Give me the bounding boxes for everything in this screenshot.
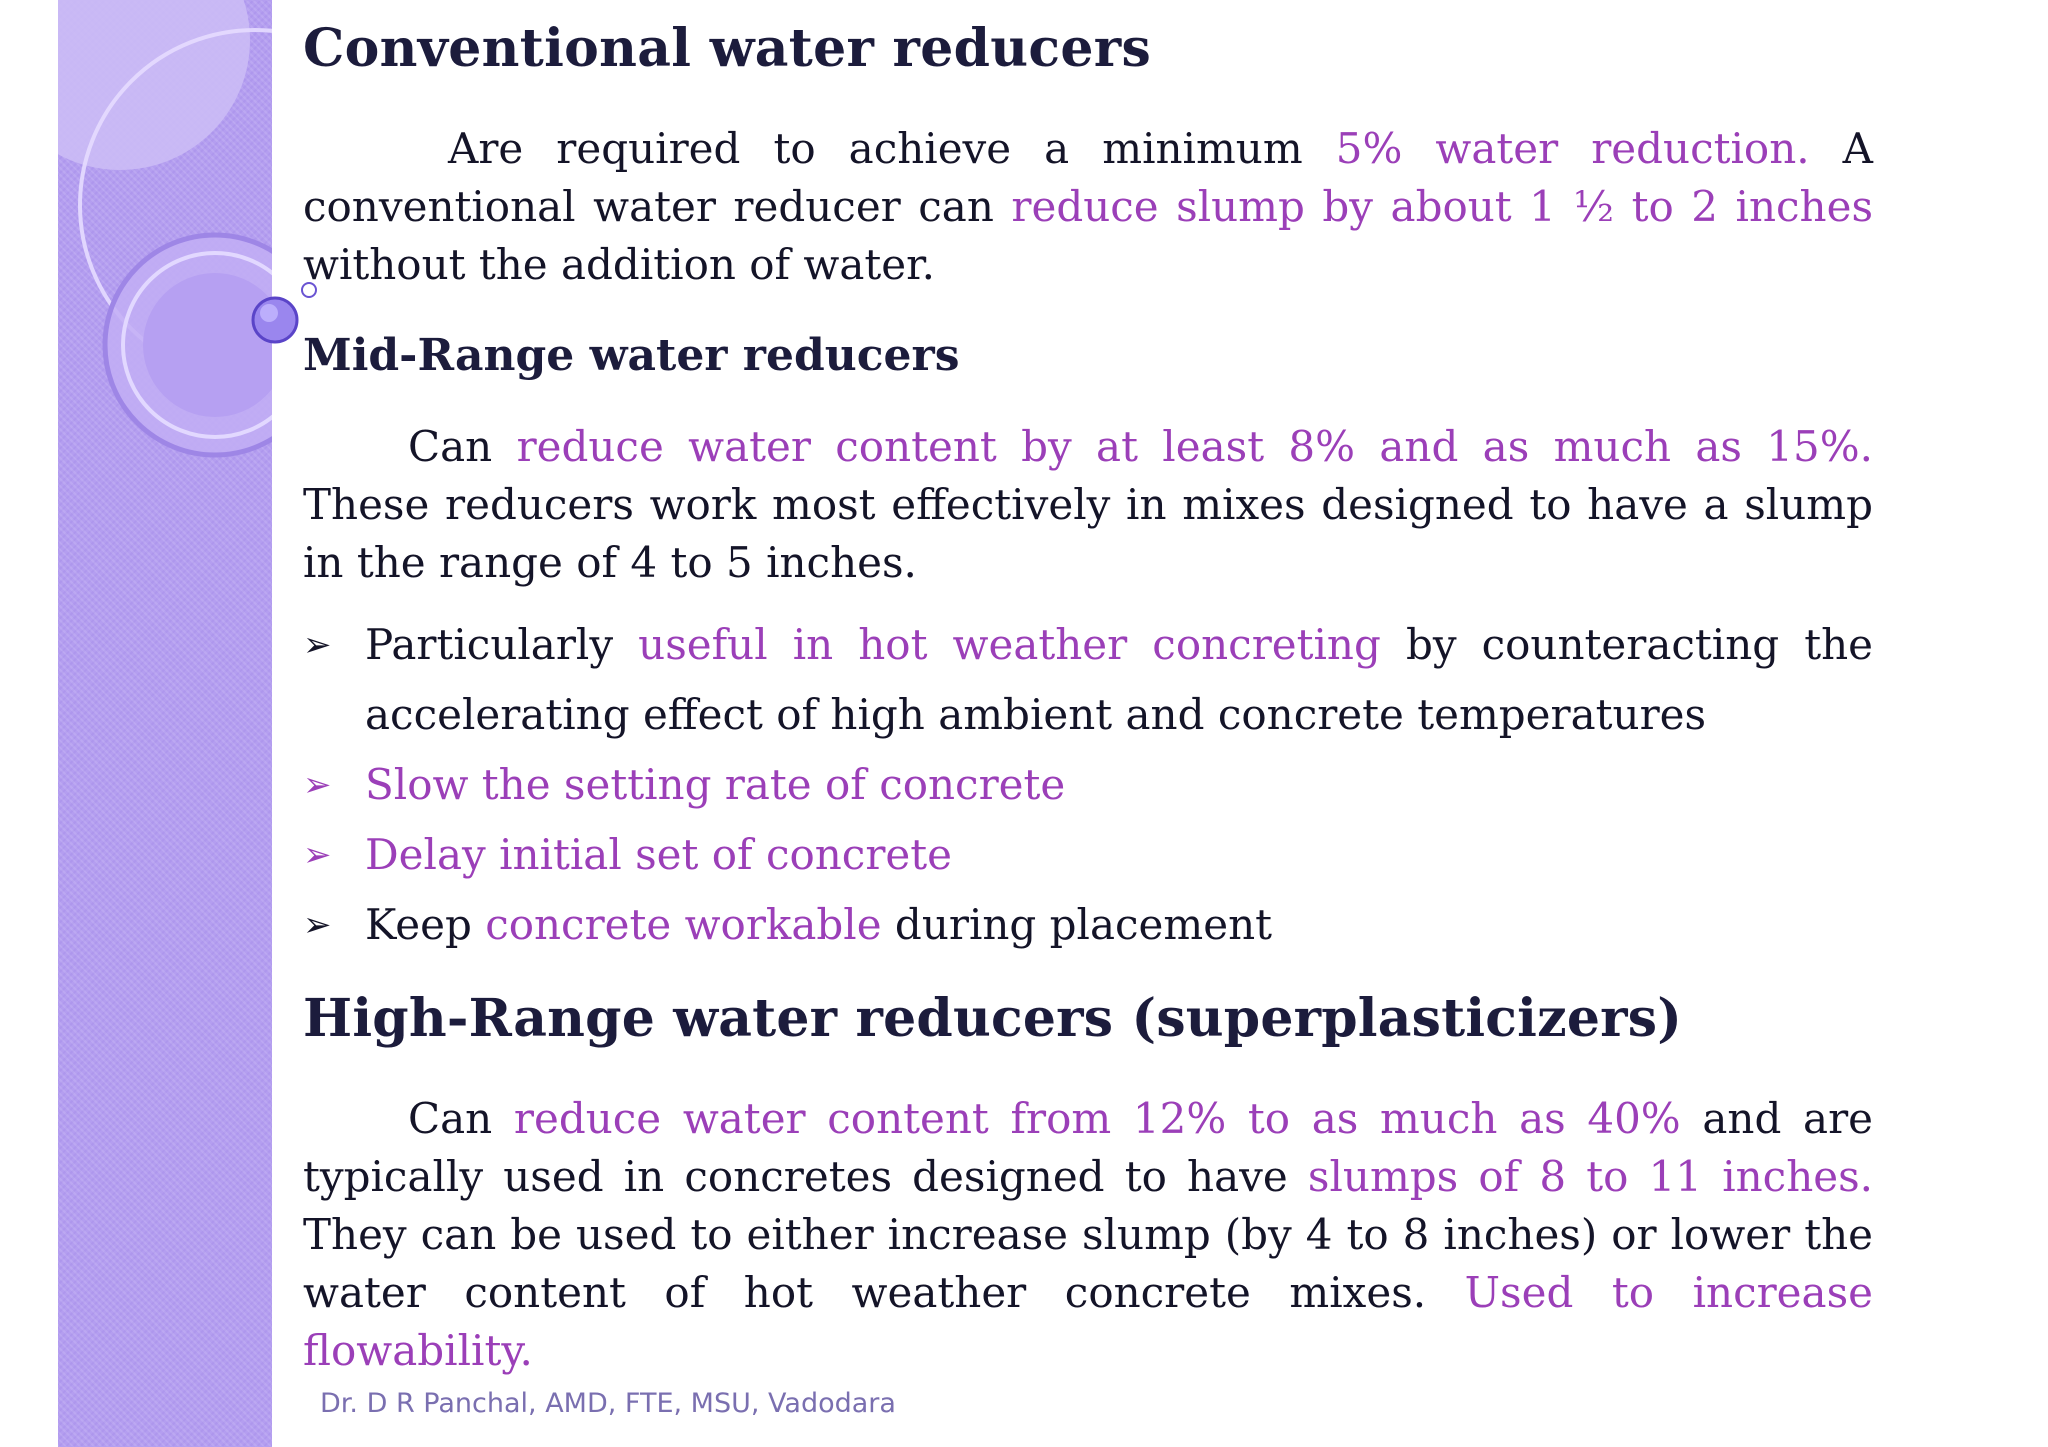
- heading-conventional: Conventional water reducers: [303, 18, 1152, 79]
- paragraph-high-range: [303, 1090, 1873, 1380]
- highlight-span: reduce water content from 12% to as much as 40%: [513, 1094, 1681, 1143]
- highlight-span: slumps of 8 to 11 inches.: [1307, 1152, 1874, 1201]
- highlight-span: Slow the setting rate of concrete: [365, 760, 1066, 809]
- highlight-span: Delay initial set of concrete: [365, 830, 952, 879]
- heading-mid-range: Mid-Range water reducers: [303, 330, 960, 381]
- text-span: Can: [408, 1094, 514, 1143]
- arrow-bullet-icon: ➢: [303, 835, 332, 875]
- highlight-span: useful in hot weather concreting: [638, 620, 1381, 669]
- bullet-list-mid-range: [303, 610, 1873, 960]
- heading-high-range: High-Range water reducers (superplasticizers): [303, 988, 1683, 1049]
- text-span: Can: [408, 422, 517, 471]
- arrow-bullet-icon: ➢: [303, 765, 332, 805]
- bullet-item: [303, 820, 1873, 890]
- text-span: and are typically used in concretes designed to have: [303, 1094, 1874, 1201]
- highlight-span: concrete workable: [485, 900, 882, 949]
- text-span: They can be used to either increase slump (by 4 to 8 inches) or lower the water content of hot weather concrete mixes.: [303, 1210, 1873, 1317]
- text-span: Particularly: [365, 620, 639, 669]
- arrow-bullet-icon: ➢: [303, 625, 332, 665]
- circles-graphic: [0, 0, 320, 470]
- highlight-span: 5% water reduction.: [1335, 124, 1810, 173]
- paragraph-mid-range: [303, 418, 1873, 592]
- text-span: Are required to achieve a minimum: [448, 124, 1336, 173]
- text-span: during placement: [881, 900, 1273, 949]
- bullet-item: [303, 890, 1873, 960]
- arrow-bullet-icon: ➢: [303, 905, 332, 945]
- bullet-item: [303, 610, 1873, 750]
- text-span: by counteracting the accelerating effect of high ambient and concrete temperatures: [365, 620, 1873, 739]
- paragraph-conventional: [303, 120, 1873, 294]
- text-span: A conventional water reducer can: [303, 124, 1873, 231]
- highlight-span: reduce slump by about 1 ½ to 2 inches: [1011, 182, 1873, 231]
- text-span: These reducers work most effectively in mixes designed to have a slump in the range of 4 to 5 inches.: [303, 480, 1873, 587]
- highlight-span: Used to increase flowability.: [303, 1268, 1873, 1375]
- footer-credit: Dr. D R Panchal, AMD, FTE, MSU, Vadodara: [320, 1388, 896, 1419]
- highlight-span: reduce water content by at least 8% and as much as 15%.: [516, 422, 1873, 471]
- text-span: Keep: [365, 900, 486, 949]
- bullet-item: [303, 750, 1873, 820]
- text-span: without the addition of water.: [303, 240, 935, 289]
